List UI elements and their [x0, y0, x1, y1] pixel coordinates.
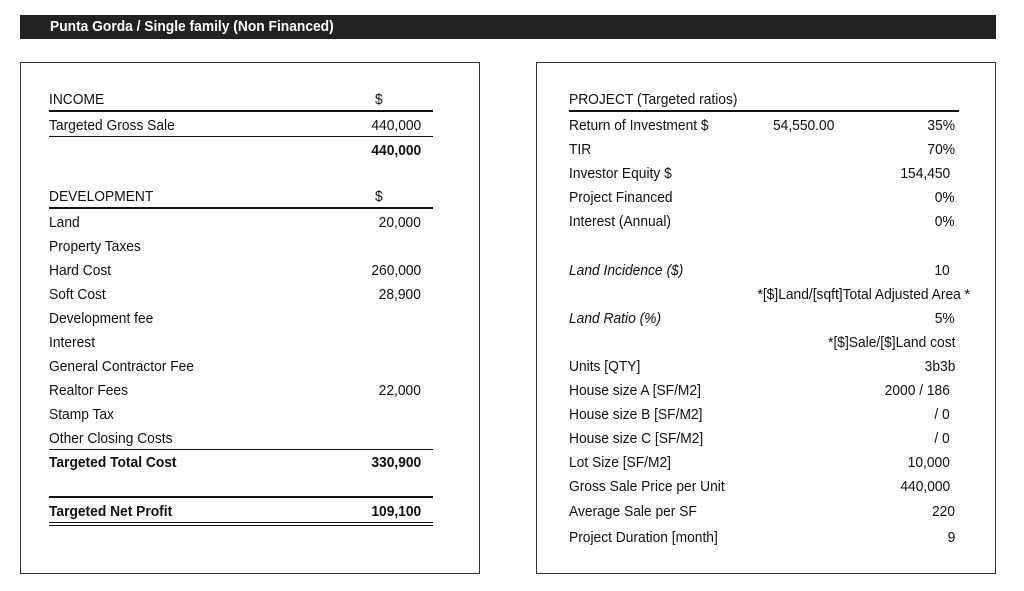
net-profit-value: 109,100 — [371, 503, 421, 520]
roi-label: Return of Investment $ — [569, 117, 709, 134]
dev-row-land: Land — [49, 214, 80, 231]
project-heading: PROJECT (Targeted ratios) — [569, 91, 738, 108]
project-financed-value: 0% — [935, 189, 955, 206]
report-title: Punta Gorda / Single family (Non Financed) — [50, 18, 334, 35]
income-divider — [49, 110, 433, 112]
dev-value-land: 20,000 — [378, 214, 421, 231]
gross-sale-label: Targeted Gross Sale — [49, 117, 175, 134]
dev-row-hard-cost: Hard Cost — [49, 262, 112, 279]
dev-row-gc-fee: General Contractor Fee — [49, 358, 194, 375]
income-row-divider — [49, 136, 433, 137]
income-currency: $ — [375, 91, 383, 108]
interest-annual-value: 0% — [935, 213, 955, 230]
project-duration-label: Project Duration [month] — [569, 529, 718, 546]
total-cost-label: Targeted Total Cost — [49, 454, 177, 471]
project-financed-label: Project Financed — [569, 189, 673, 206]
cost-summary-panel — [20, 62, 480, 574]
land-incidence-note: *[$]Land/[sqft]Total Adjusted Area * — [757, 286, 970, 303]
interest-annual-label: Interest (Annual) — [569, 213, 672, 230]
dev-row-soft-cost: Soft Cost — [49, 286, 106, 303]
land-incidence-label: Land Incidence ($) — [569, 262, 684, 279]
dev-row-interest: Interest — [49, 334, 96, 351]
income-total: 440,000 — [371, 142, 421, 159]
gross-sale-per-unit-label: Gross Sale Price per Unit — [569, 478, 725, 495]
house-size-c-value: / 0 — [934, 430, 950, 447]
project-ratios-panel — [536, 62, 996, 574]
dev-row-development-fee: Development fee — [49, 310, 154, 327]
roi-amount: 54,550.00 — [773, 117, 835, 134]
house-size-b-value: / 0 — [934, 406, 950, 423]
tir-value: 70% — [927, 141, 955, 158]
development-currency: $ — [375, 188, 383, 205]
land-ratio-label: Land Ratio (%) — [569, 310, 662, 327]
total-cost-value: 330,900 — [371, 454, 421, 471]
land-incidence-value: 10 — [934, 262, 950, 279]
dev-value-soft-cost: 28,900 — [378, 286, 421, 303]
net-profit-underline-2 — [49, 525, 433, 526]
investor-equity-label: Investor Equity $ — [569, 165, 672, 182]
dev-row-other-closing: Other Closing Costs — [49, 430, 173, 447]
lot-size-value: 10,000 — [907, 454, 950, 471]
tir-label: TIR — [569, 141, 592, 158]
avg-sale-per-sf-value: 220 — [931, 503, 955, 520]
gross-sale-per-unit-value: 440,000 — [900, 478, 950, 495]
house-size-b-label: House size B [SF/M2] — [569, 406, 703, 423]
title-bar — [20, 15, 996, 39]
net-profit-top-rule — [49, 496, 433, 498]
dev-value-realtor-fees: 22,000 — [378, 382, 421, 399]
house-size-a-value: 2000 / 186 — [884, 382, 950, 399]
units-label: Units [QTY] — [569, 358, 641, 375]
avg-sale-per-sf-label: Average Sale per SF — [569, 503, 697, 520]
dev-row-stamp-tax: Stamp Tax — [49, 406, 114, 423]
land-ratio-value: 5% — [935, 310, 955, 327]
dev-value-hard-cost: 260,000 — [371, 262, 421, 279]
house-size-c-label: House size C [SF/M2] — [569, 430, 704, 447]
gross-sale-value: 440,000 — [371, 117, 421, 134]
net-profit-label: Targeted Net Profit — [49, 503, 173, 520]
project-duration-value: 9 — [947, 529, 955, 546]
roi-percent: 35% — [927, 117, 955, 134]
units-value: 3b3b — [924, 358, 955, 375]
dev-row-property-taxes: Property Taxes — [49, 238, 141, 255]
land-ratio-note: *[$]Sale/[$]Land cost — [827, 334, 955, 351]
investor-equity-value: 154,450 — [900, 165, 950, 182]
net-profit-underline-1 — [49, 522, 433, 523]
development-divider — [49, 207, 433, 209]
total-cost-divider — [49, 449, 433, 450]
house-size-a-label: House size A [SF/M2] — [569, 382, 701, 399]
income-heading: INCOME — [49, 91, 105, 108]
lot-size-label: Lot Size [SF/M2] — [569, 454, 672, 471]
project-divider — [569, 110, 959, 112]
dev-row-realtor-fees: Realtor Fees — [49, 382, 129, 399]
development-heading: DEVELOPMENT — [49, 188, 154, 205]
